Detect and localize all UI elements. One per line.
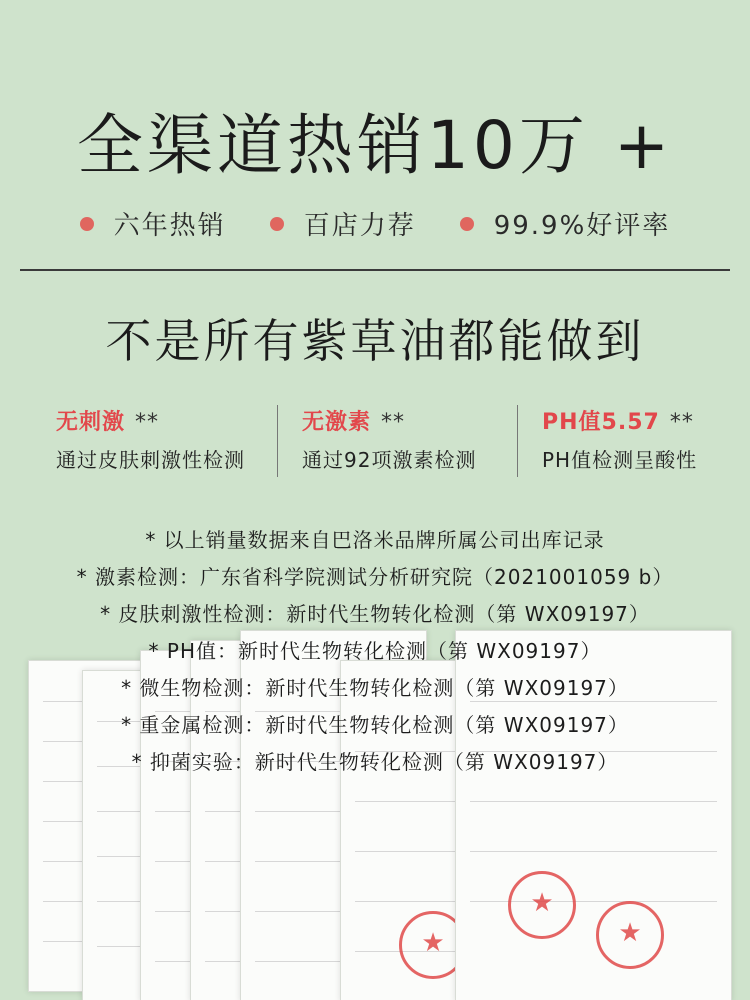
tag-label: 99.9%好评率 xyxy=(493,211,671,241)
feature-stars: ** xyxy=(381,410,406,435)
feature-desc: 通过皮肤刺激性检测 xyxy=(56,448,245,472)
note-line: * 重金属检测：新时代生物转化检测（第 WX09197） xyxy=(121,713,629,737)
feature-title: 无激素 xyxy=(302,410,372,435)
feature-separator xyxy=(517,405,518,477)
note-line: * 皮肤刺激性检测：新时代生物转化检测（第 WX09197） xyxy=(100,602,650,626)
feature-desc: PH值检测呈酸性 xyxy=(542,448,698,472)
feature-title: 无刺激 xyxy=(56,410,126,435)
feature-no-hormone xyxy=(302,405,476,473)
feature-no-irritation xyxy=(56,405,245,473)
note-line: * 以上销量数据来自巴洛米品牌所属公司出库记录 xyxy=(145,528,605,552)
divider xyxy=(20,269,730,271)
headline: 全渠道热销10万 + xyxy=(76,107,674,184)
note-line: * 微生物检测：新时代生物转化检测（第 WX09197） xyxy=(121,676,629,700)
feature-desc: 通过92项激素检测 xyxy=(302,448,477,472)
dot-icon xyxy=(80,217,94,231)
note-line: * PH值：新时代生物转化检测（第 WX09197） xyxy=(148,639,602,663)
subheadline: 不是所有紫草油都能做到 xyxy=(105,314,645,368)
seal-icon: ★ xyxy=(399,911,467,979)
tag-item xyxy=(460,205,671,242)
note-line: * 抑菌实验：新时代生物转化检测（第 WX09197） xyxy=(131,750,619,774)
feature-row xyxy=(40,405,720,475)
note-line: * 激素检测：广东省科学院测试分析研究院（2021001059 b） xyxy=(76,565,674,589)
seal-icon: ★ xyxy=(596,901,664,969)
feature-separator xyxy=(277,405,278,477)
tag-label: 六年热销 xyxy=(113,211,226,241)
dot-icon xyxy=(270,217,284,231)
feature-stars: ** xyxy=(669,410,694,435)
dot-icon xyxy=(460,217,474,231)
feature-title: PH值5.57 xyxy=(542,410,660,435)
feature-stars: ** xyxy=(135,410,160,435)
tag-item xyxy=(270,205,416,242)
tag-row xyxy=(0,205,750,242)
tag-label: 百店力荐 xyxy=(303,211,416,241)
feature-ph-value xyxy=(542,405,697,473)
source-notes xyxy=(0,522,750,781)
tag-item xyxy=(80,205,226,242)
seal-icon: ★ xyxy=(508,871,576,939)
